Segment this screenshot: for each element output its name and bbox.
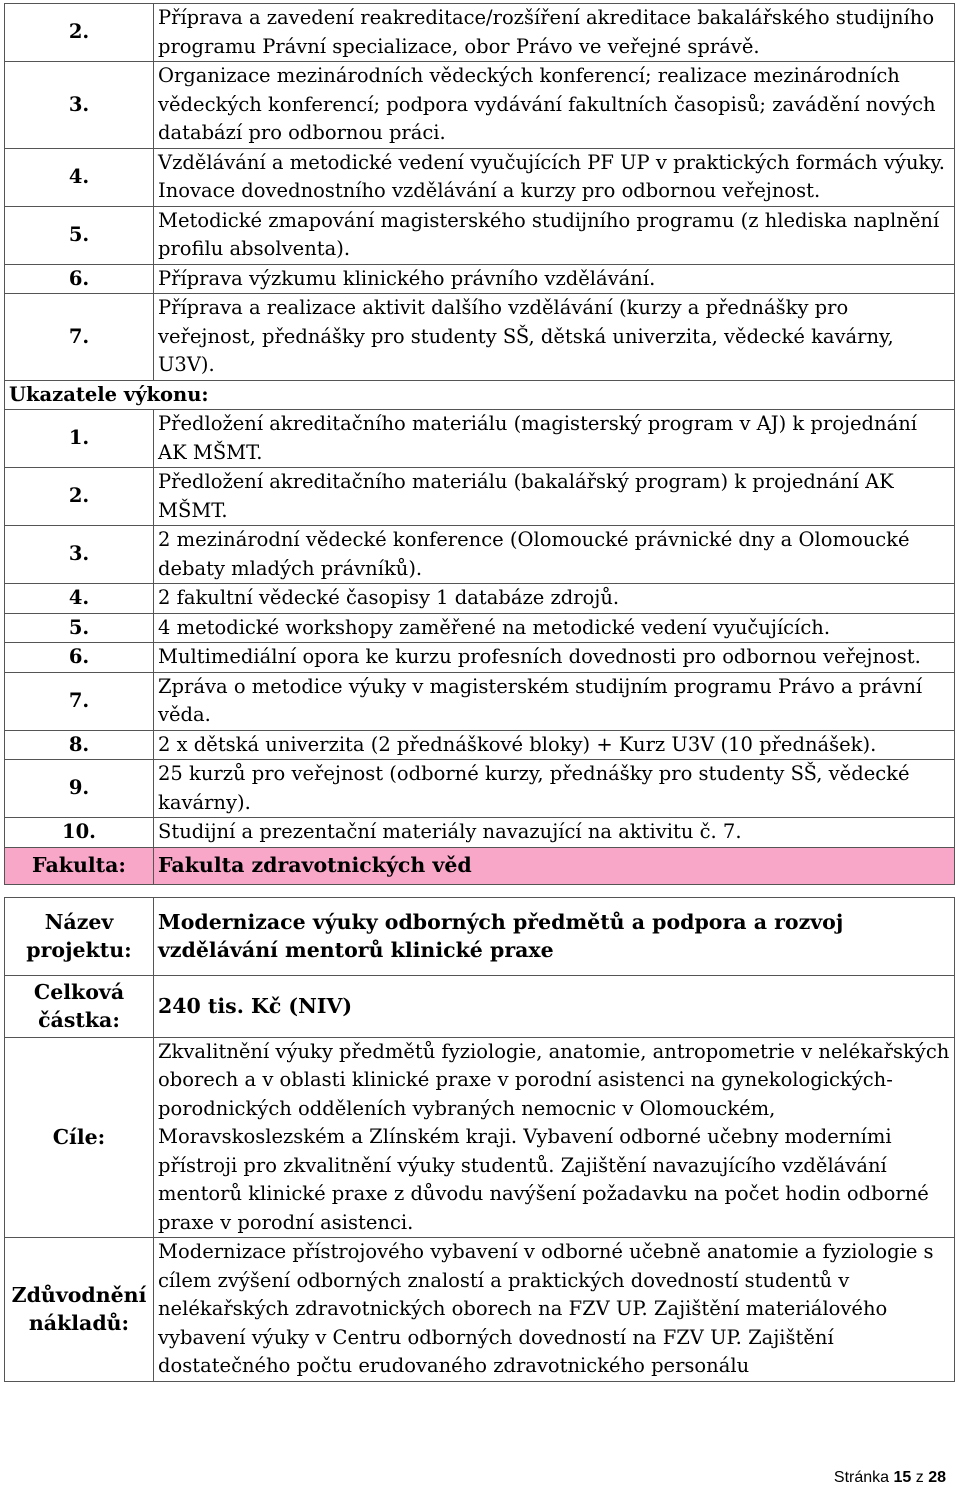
indicator-row <box>5 410 955 468</box>
footer-page-number: 15 <box>893 1469 912 1486</box>
faculty-row <box>5 847 955 884</box>
project-table <box>4 3 955 1382</box>
justification-value: Modernizace přístrojového vybavení v odborné učebně anatomie a fyziologie s cílem zvýšení odborných znalostí a praktických dovedností studentů v nelékařských zdravotnických oborech na FZV UP. Zajištění materiálového vybavení výuky v Centru odborných dovedností na FZV UP. Zajištění dostatečného počtu erudovaného zdravotnického personálu <box>154 1238 955 1382</box>
activity-text: Příprava výzkumu klinického právního vzdělávání. <box>154 264 955 294</box>
activity-number: 5. <box>5 206 154 264</box>
indicator-text: 4 metodické workshopy zaměřené na metodické vedení vyučujících. <box>154 613 955 643</box>
goals-value: Zkvalitnění výuky předmětů fyziologie, anatomie, antropometrie v nelékařských oborech a v oblasti klinické praxe v porodní asistenci na gynekologických- porodnických odděleních vybraných nemocnic v Olomouckém, Moravskoslezském a Zlínském kraji. Vybavení odborné učebny moderními přístroji pro zkvalitnění výuky studentů. Zajištění navazujícího vzdělávání mentorů klinické praxe z důvodu navýšení požadavku na počet hodin odborné praxe v porodní asistenci. <box>154 1037 955 1238</box>
activity-number: 6. <box>5 264 154 294</box>
justification-label: Zdůvodnění nákladů: <box>5 1238 154 1382</box>
activity-text: Organizace mezinárodních vědeckých konferencí; realizace mezinárodních vědeckých konferencí; podpora vydávání fakultních časopisů; zavádění nových databází pro odbornou práci. <box>154 62 955 149</box>
indicator-number: 3. <box>5 526 154 584</box>
indicator-text: 25 kurzů pro veřejnost (odborné kurzy, přednášky pro studenty SŠ, vědecké kavárny). <box>154 760 955 818</box>
activity-text: Příprava a zavedení reakreditace/rozšíření akreditace bakalářského studijního programu Právní specializace, obor Právo ve veřejné správě. <box>154 4 955 62</box>
indicator-text: Zpráva o metodice výuky v magisterském studijním programu Právo a právní věda. <box>154 672 955 730</box>
indicator-text: Studijní a prezentační materiály navazující na aktivitu č. 7. <box>154 818 955 848</box>
indicator-text: 2 x dětská univerzita (2 přednáškové bloky) + Kurz U3V (10 přednášek). <box>154 730 955 760</box>
footer-prefix: Stránka <box>833 1469 890 1486</box>
indicator-row <box>5 584 955 614</box>
project-name-label: Název projektu: <box>5 897 154 975</box>
indicator-number: 2. <box>5 468 154 526</box>
spacer-row <box>5 884 955 897</box>
indicator-text: Multimediální opora ke kurzu profesních dovednosti pro odbornou veřejnost. <box>154 643 955 673</box>
activity-number: 4. <box>5 148 154 206</box>
activity-row <box>5 62 955 149</box>
activity-row <box>5 4 955 62</box>
indicator-row <box>5 643 955 673</box>
activity-text: Příprava a realizace aktivit dalšího vzdělávání (kurzy a přednášky pro veřejnost, přednášky pro studenty SŠ, dětská univerzita, vědecké kavárny, U3V). <box>154 294 955 381</box>
indicator-number: 1. <box>5 410 154 468</box>
goals-label: Cíle: <box>5 1037 154 1238</box>
indicator-row <box>5 468 955 526</box>
faculty-label: Fakulta: <box>5 847 154 884</box>
indicator-number: 6. <box>5 643 154 673</box>
footer-total-pages: 28 <box>928 1469 946 1486</box>
activity-number: 7. <box>5 294 154 381</box>
indicator-number: 8. <box>5 730 154 760</box>
project-name-row <box>5 897 955 975</box>
indicator-text: 2 mezinárodní vědecké konference (Olomoucké právnické dny a Olomoucké debaty mladých právníků). <box>154 526 955 584</box>
goals-row <box>5 1037 955 1238</box>
page-footer <box>834 1469 946 1487</box>
indicator-text: Předložení akreditačního materiálu (bakalářský program) k projednání AK MŠMT. <box>154 468 955 526</box>
indicator-row <box>5 730 955 760</box>
amount-row <box>5 975 955 1037</box>
activity-text: Vzdělávání a metodické vedení vyučujících PF UP v praktických formách výuky. Inovace dovednostního vzdělávání a kurzy pro odbornou veřejnost. <box>154 148 955 206</box>
indicator-number: 4. <box>5 584 154 614</box>
indicator-number: 7. <box>5 672 154 730</box>
activity-number: 2. <box>5 4 154 62</box>
justification-row <box>5 1238 955 1382</box>
activity-number: 3. <box>5 62 154 149</box>
faculty-value: Fakulta zdravotnických věd <box>154 847 955 884</box>
activity-text: Metodické zmapování magisterského studijního programu (z hlediska naplnění profilu absolventa). <box>154 206 955 264</box>
indicator-text: 2 fakultní vědecké časopisy 1 databáze zdrojů. <box>154 584 955 614</box>
indicator-row <box>5 818 955 848</box>
activity-row <box>5 206 955 264</box>
activity-row <box>5 148 955 206</box>
indicator-row <box>5 760 955 818</box>
footer-separator: z <box>915 1469 924 1486</box>
indicators-heading-row <box>5 380 955 410</box>
indicator-number: 5. <box>5 613 154 643</box>
project-name-value: Modernizace výuky odborných předmětů a podpora a rozvoj vzdělávání mentorů klinické praxe <box>154 897 955 975</box>
indicator-row <box>5 613 955 643</box>
activity-row <box>5 264 955 294</box>
amount-label: Celková částka: <box>5 975 154 1037</box>
indicator-row <box>5 526 955 584</box>
indicator-number: 10. <box>5 818 154 848</box>
indicator-number: 9. <box>5 760 154 818</box>
activity-row <box>5 294 955 381</box>
amount-value: 240 tis. Kč (NIV) <box>154 975 955 1037</box>
indicator-row <box>5 672 955 730</box>
indicators-heading: Ukazatele výkonu: <box>5 380 955 410</box>
indicator-text: Předložení akreditačního materiálu (magisterský program v AJ) k projednání AK MŠMT. <box>154 410 955 468</box>
